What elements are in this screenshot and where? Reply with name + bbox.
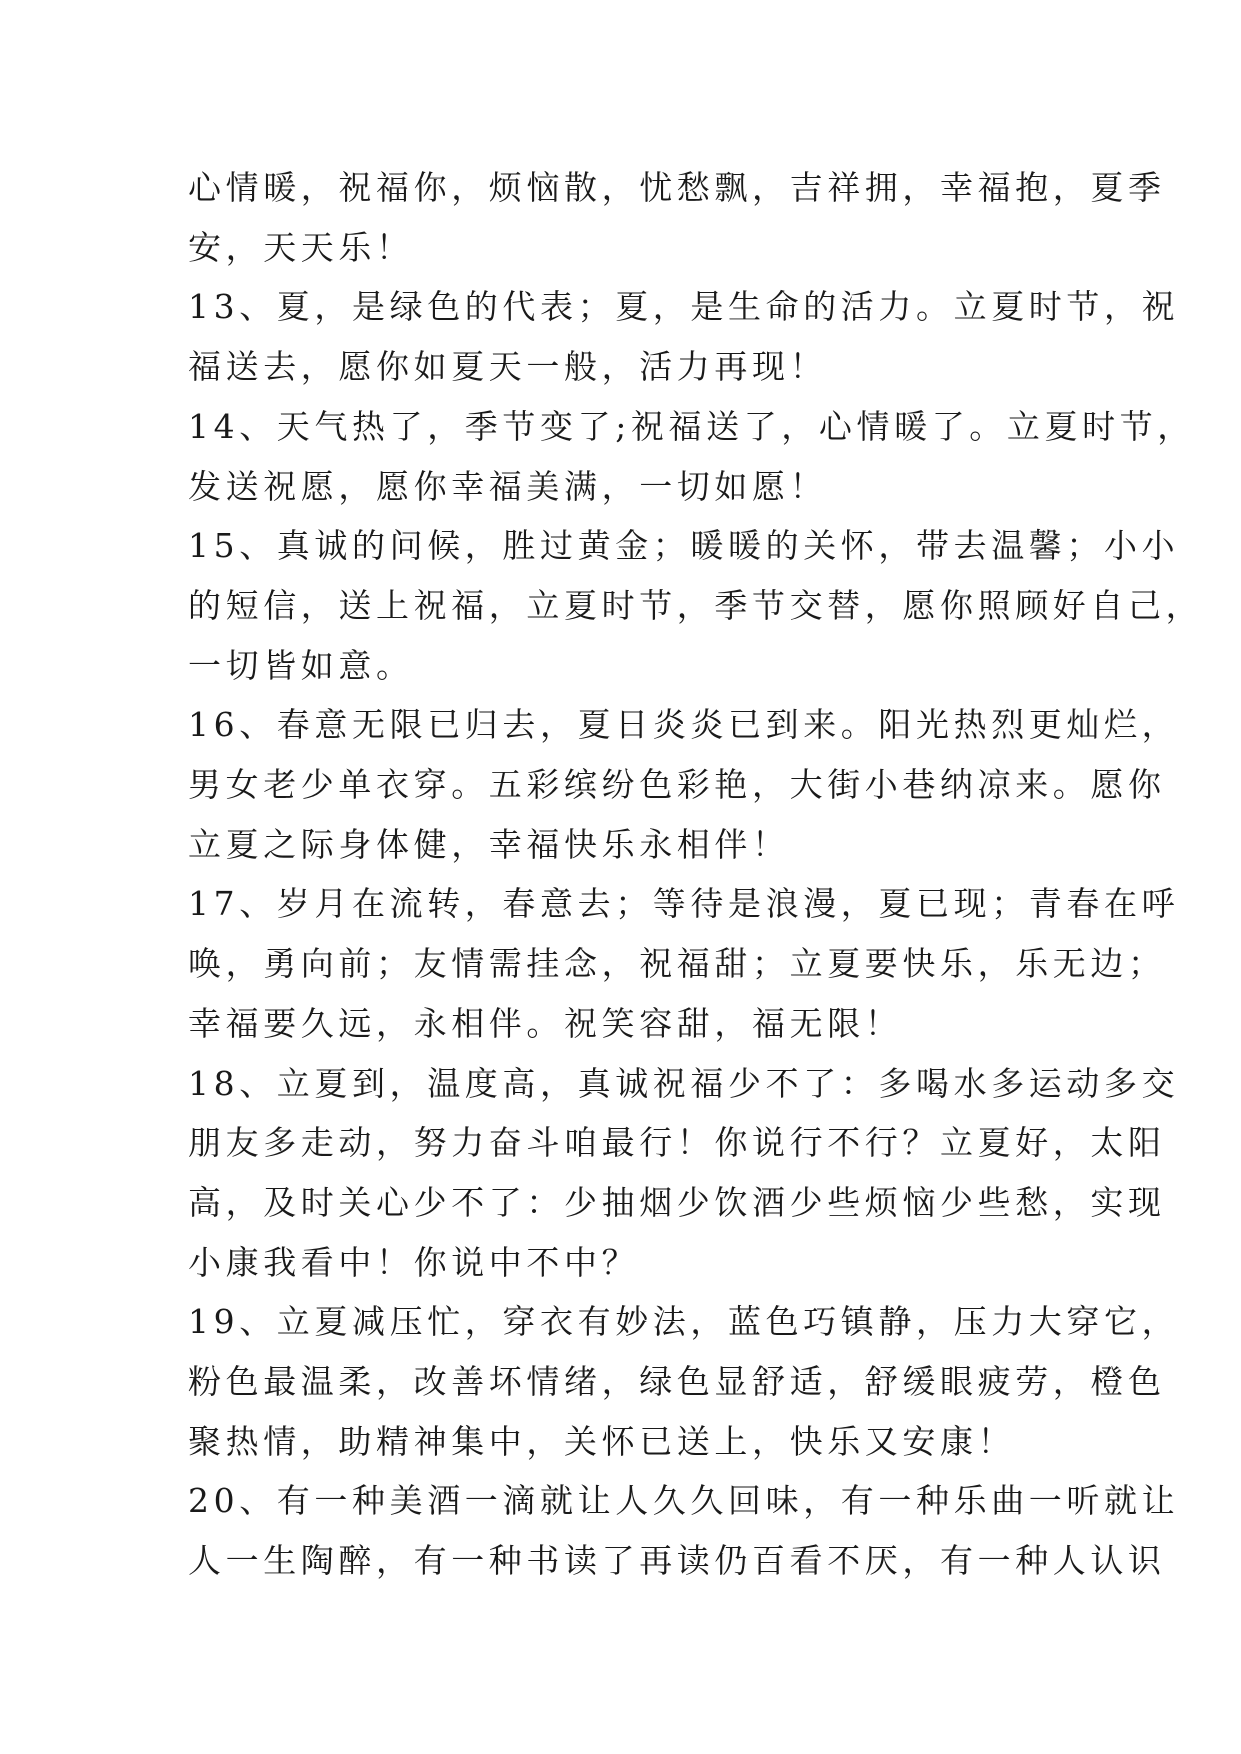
paragraph-15: [188, 516, 1204, 695]
text-line: 粉色最温柔，改善坏情绪，绿色显舒适，舒缓眼疲劳，橙色: [188, 1362, 1166, 1402]
text-line: 18、立夏到，温度高，真诚祝福少不了：多喝水多运动多交: [188, 1063, 1180, 1103]
paragraph-16: [188, 695, 1180, 874]
paragraph-17: [188, 874, 1180, 1053]
text-line: 15、真诚的问候，胜过黄金；暖暖的关怀，带去温馨；小小: [188, 526, 1180, 566]
text-line: 心情暖，祝福你，烦恼散，忧愁飘，吉祥拥，幸福抱，夏季: [188, 168, 1166, 207]
text-line: 高，及时关心少不了：少抽烟少饮酒少些烦恼少些愁，实现: [188, 1182, 1166, 1222]
text-line: 发送祝愿，愿你幸福美满，一切如愿！: [188, 466, 828, 506]
text-line: 13、夏，是绿色的代表；夏，是生命的活力。立夏时节，祝: [188, 287, 1180, 327]
text-line: 唤，勇向前；友情需挂念，祝福甜；立夏要快乐，乐无边；: [188, 944, 1166, 984]
paragraph-14: [188, 397, 1195, 516]
text-line: 立夏之际身体健，幸福快乐永相伴！: [188, 824, 790, 864]
paragraph-20: [188, 1471, 1180, 1590]
text-line: 聚热情，助精神集中，关怀已送上，快乐又安康！: [188, 1421, 1016, 1461]
text-line: 14、天气热了，季节变了;祝福送了，心情暖了。立夏时节，: [188, 406, 1195, 446]
text-line: 19、立夏减压忙，穿衣有妙法，蓝色巧镇静，压力大穿它，: [188, 1302, 1180, 1342]
text-line: 人一生陶醉，有一种书读了再读仍百看不厌，有一种人认识: [188, 1541, 1166, 1581]
text-line: 安，天天乐！: [188, 227, 414, 267]
text-line: 朋友多走动，努力奋斗咱最行！你说行不行？立夏好，太阳: [188, 1123, 1166, 1163]
text-line: 福送去，愿你如夏天一般，活力再现！: [188, 347, 828, 387]
text-line: 20、有一种美酒一滴就让人久久回味，有一种乐曲一听就让: [188, 1481, 1180, 1521]
text-line: 幸福要久远，永相伴。祝笑容甜，福无限！: [188, 1003, 903, 1043]
text-line: 17、岁月在流转，春意去；等待是浪漫，夏已现；青春在呼: [188, 884, 1180, 924]
text-line: 一切皆如意。: [188, 645, 414, 685]
text-line: 16、春意无限已归去，夏日炎炎已到来。阳光热烈更灿烂，: [188, 705, 1180, 745]
text-line: 的短信，送上祝福，立夏时节，季节交替，愿你照顾好自己，: [188, 585, 1204, 625]
text-line: 小康我看中！你说中不中？: [188, 1242, 640, 1282]
paragraph-19: [188, 1292, 1180, 1471]
text-line: 男女老少单衣穿。五彩缤纷色彩艳，大街小巷纳凉来。愿你: [188, 765, 1166, 805]
paragraph-18: [188, 1054, 1180, 1293]
paragraph-13: [188, 277, 1180, 396]
paragraph-continued: [188, 158, 1166, 277]
document-body: [188, 158, 1204, 1591]
